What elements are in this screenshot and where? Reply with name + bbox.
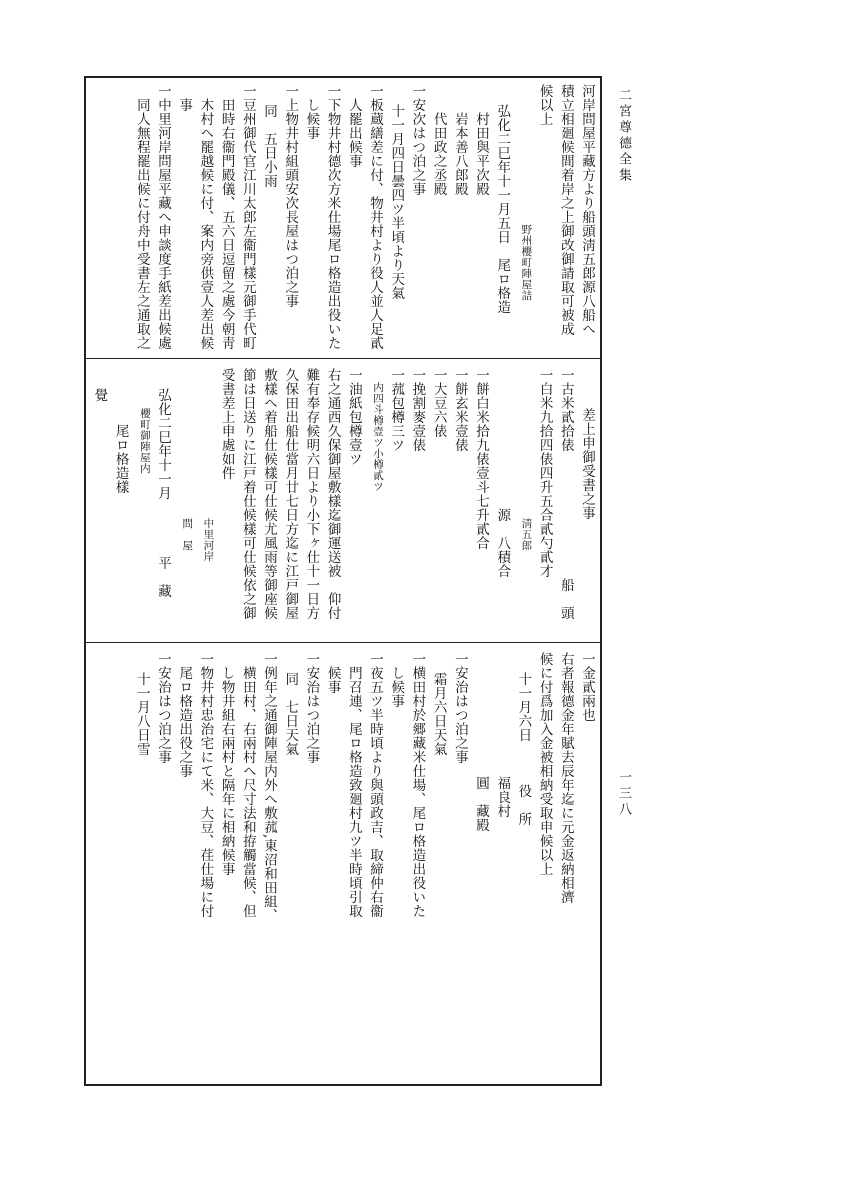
text-line: 河岸問屋平藏方より船頭淸五郎源八船へ — [579, 84, 595, 336]
text-line: 野州櫻町陣屋詰 — [520, 224, 533, 301]
running-head: 二宮尊德全集 — [616, 88, 631, 184]
text-line: 弘化二巳年十一月 平 藏 — [155, 388, 171, 598]
divider-lower — [86, 642, 600, 643]
text-line: 福良村 — [494, 776, 511, 818]
text-line: 内四斗樽壹ツ小樽貳ツ — [372, 382, 384, 492]
text-line: 一物井村忠治宅にて米、大豆、荏仕場に付 — [197, 652, 214, 918]
text-line: 一横田村於郷藏米仕場、尾ロ格造出役いた — [409, 652, 426, 918]
text-line: 同 五日小雨 — [261, 104, 277, 188]
page-number: 一三八 — [616, 770, 631, 818]
text-line: 田時右衞門殿儀、五六日逗留之處今朝靑 — [218, 98, 235, 350]
text-line: 源 八積合 — [494, 508, 511, 578]
text-line: 節は日送りに江戸着仕候樣可仕候依之御 — [239, 368, 256, 620]
section-bottom — [90, 646, 600, 1082]
text-line: し物井組右兩村と隔年に相納候事 — [218, 666, 235, 876]
text-line: 候事 — [324, 666, 341, 694]
divider-upper — [86, 358, 600, 359]
text-line: 候に付爲加入金被相納受取申候以上 — [536, 652, 553, 876]
section-top — [90, 78, 600, 352]
section-middle — [90, 362, 600, 638]
text-line: 一餅玄米壹俵 — [451, 368, 468, 452]
text-line: 一板蔵繕差に付、物井村より役人並人足貳 — [367, 84, 383, 350]
text-line: 一例年之通御陣屋内外へ敷菰,東沼和田組、 — [261, 652, 277, 923]
text-line: 敷樣へ着船仕候樣可仕候尤風雨等御座候 — [261, 368, 277, 620]
text-line: 一金貳兩也 — [579, 652, 595, 722]
text-line: 村田與平次殿 — [473, 112, 489, 196]
text-line: 右之通西久保御屋敷樣迄御運送被 仰付 — [324, 368, 341, 620]
text-line: 一安治はつ泊之事 — [155, 652, 171, 764]
text-line: 横田村、右兩村へ尺寸法和拵觸當候、但 — [239, 666, 256, 918]
text-line: 中里河岸 — [202, 518, 215, 562]
text-line: 受書差上申處如件 — [218, 368, 235, 480]
text-line: 一油紙包樽壹ツ — [345, 368, 362, 466]
text-line: 一豆州御代官江川太郎左衞門樣元御手代町 — [239, 84, 256, 350]
text-line: 一餅白米拾九俵壹斗七升貳合 — [473, 368, 489, 550]
text-line: 積立相廻候間着岸之上御改御請取可被成 — [557, 84, 574, 336]
text-line: 十一月八日雪 — [133, 672, 150, 756]
text-line: 圓 藏殿 — [473, 776, 489, 832]
text-line: 一下物井村德次方米仕場尾ロ格造出役いた — [324, 84, 341, 350]
text-line: 尾ロ格造出役之事 — [176, 666, 193, 778]
text-line: 門召連、尾ロ格造致廻村九ツ半時頃引取 — [345, 666, 362, 918]
text-line: 一安治はつ泊之事 — [303, 652, 320, 764]
text-line: 難有奉存候明六日より小下ヶ仕十一日方 — [303, 368, 320, 620]
text-line: 事 — [176, 98, 193, 112]
text-line: 久保田出船仕當月廿七日方迄に江戸御屋 — [282, 368, 299, 620]
text-line: 尾ロ格造樣 — [112, 424, 129, 494]
text-line: 同人無程罷出候に付舟中受書左之通取之 — [133, 98, 150, 350]
text-line: 問 屋 — [181, 518, 194, 551]
text-line: 一白米九拾四俵四升五合貳勺貳才 — [536, 368, 553, 578]
text-frame — [84, 76, 602, 1086]
text-line: し候事 — [303, 98, 320, 140]
text-line: 候以上 — [536, 84, 553, 126]
text-line: 一安治はつ泊之事 — [451, 652, 468, 764]
text-line: 櫻町御陣屋内 — [138, 408, 151, 474]
text-line: 人罷出候事 — [345, 98, 362, 168]
text-line: 霜月六日天氣 — [430, 672, 447, 756]
text-line: 一挽割麥壹俵 — [409, 368, 426, 452]
text-line: 一上物井村組頭安次長屋はつ泊之事 — [282, 84, 299, 308]
text-line: 一菰包樽三ツ — [388, 368, 405, 452]
text-line: 一中里河岸問屋平藏へ申談度手紙差出候處 — [155, 84, 171, 350]
text-line: 差上申御受書之事 — [579, 408, 595, 520]
text-line: 一夜五ツ半時頃より與頭政吉、取締仲右衞 — [367, 652, 383, 918]
text-line: 覺 — [91, 388, 108, 402]
text-line: 淸五郎 — [520, 518, 533, 551]
text-line: し候事 — [388, 666, 405, 708]
text-line: 岩本善八郎殿 — [451, 112, 468, 196]
text-line: 十一月四日曇四ツ半頃より天氣 — [388, 104, 405, 300]
text-line: 代田政之丞殿 — [430, 112, 447, 196]
text-line: 一安次はつ泊之事 — [409, 84, 426, 196]
text-line: 十一月六日 役 所 — [515, 672, 532, 826]
text-line: 右者報德金年賦去辰年迄に元金返納相濟 — [557, 652, 574, 904]
text-line: 木村へ罷越候に付、案内旁供壹人差出候 — [197, 98, 214, 350]
text-line: 一古米貳拾俵 船 頭 — [557, 368, 574, 620]
text-line: 弘化二巳年十一月五日 尾ロ格造 — [494, 104, 511, 314]
text-line: 同 七日天氣 — [282, 672, 299, 756]
text-line: 一大豆六俵 — [430, 368, 447, 438]
